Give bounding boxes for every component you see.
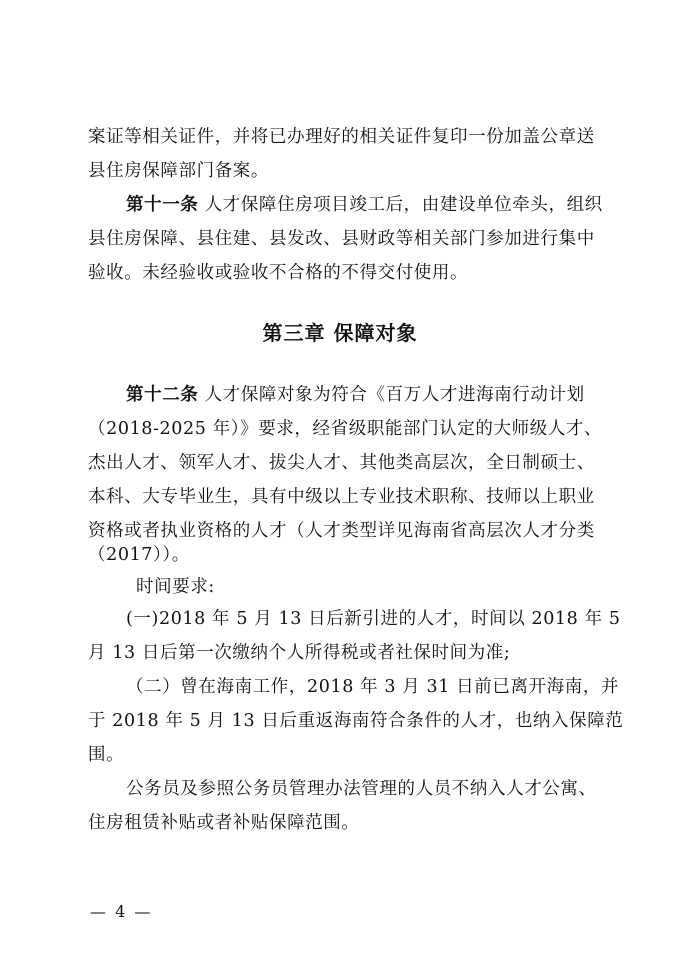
article-11-label: 第十一条 [126,195,199,215]
time-item-2-line: 围。 [88,745,125,765]
paragraph-line: 本科、大专毕业生，具有中级以上专业技术职称、技师以上职业 [88,487,595,507]
chapter-title: 第三章 保障对象 [262,321,418,345]
civil-servants-line: 住房租赁补贴或者补贴保障范围。 [88,813,360,833]
paragraph-line: 县住房保障、县住建、县发改、县财政等相关部门参加进行集中 [88,229,595,249]
paragraph-line: 资格或者执业资格的人才（人才类型详见海南省高层次人才分类 [88,521,595,541]
time-requirements-heading: 时间要求: [136,577,215,597]
paragraph-line: 县住房保障部门备案。 [88,161,269,181]
paragraph-line: （2018-2025 年）》要求，经省级职能部门认定的大师级人才、 [88,419,603,439]
paragraph-line: （2017））。 [88,545,190,565]
article-11-text: 人才保障住房项目竣工后，由建设单位牵头，组织 [204,195,603,215]
time-item-1-line: 月 13 日后第一次缴纳个人所得税或者社保时间为准; [88,643,511,663]
paragraph-line: 杰出人才、领军人才、拔尖人才、其他类高层次，全日制硕士、 [88,453,595,473]
time-item-2-line: （二）曾在海南工作，2018 年 3 月 31 日前已离开海南，并 [126,677,620,697]
paragraph-line: 验收。未经验收或验收不合格的不得交付使用。 [88,263,469,283]
time-item-2-line: 于 2018 年 5 月 13 日后重返海南符合条件的人才，也纳入保障范 [88,711,624,731]
time-item-1-line: (一)2018 年 5 月 13 日后新引进的人才，时间以 2018 年 5 [126,609,621,629]
paragraph-line: 案证等相关证件，并将已办理好的相关证件复印一份加盖公章送 [88,127,595,147]
page-number: — 4 — [90,902,153,921]
article-11-line [126,194,603,216]
civil-servants-line: 公务员及参照公务员管理办法管理的人员不纳入人才公寓、 [126,779,597,799]
article-12-label: 第十二条 [126,385,199,405]
article-12-line [126,384,585,406]
article-12-text: 人才保障对象为符合《百万人才进海南行动计划 [204,385,585,405]
